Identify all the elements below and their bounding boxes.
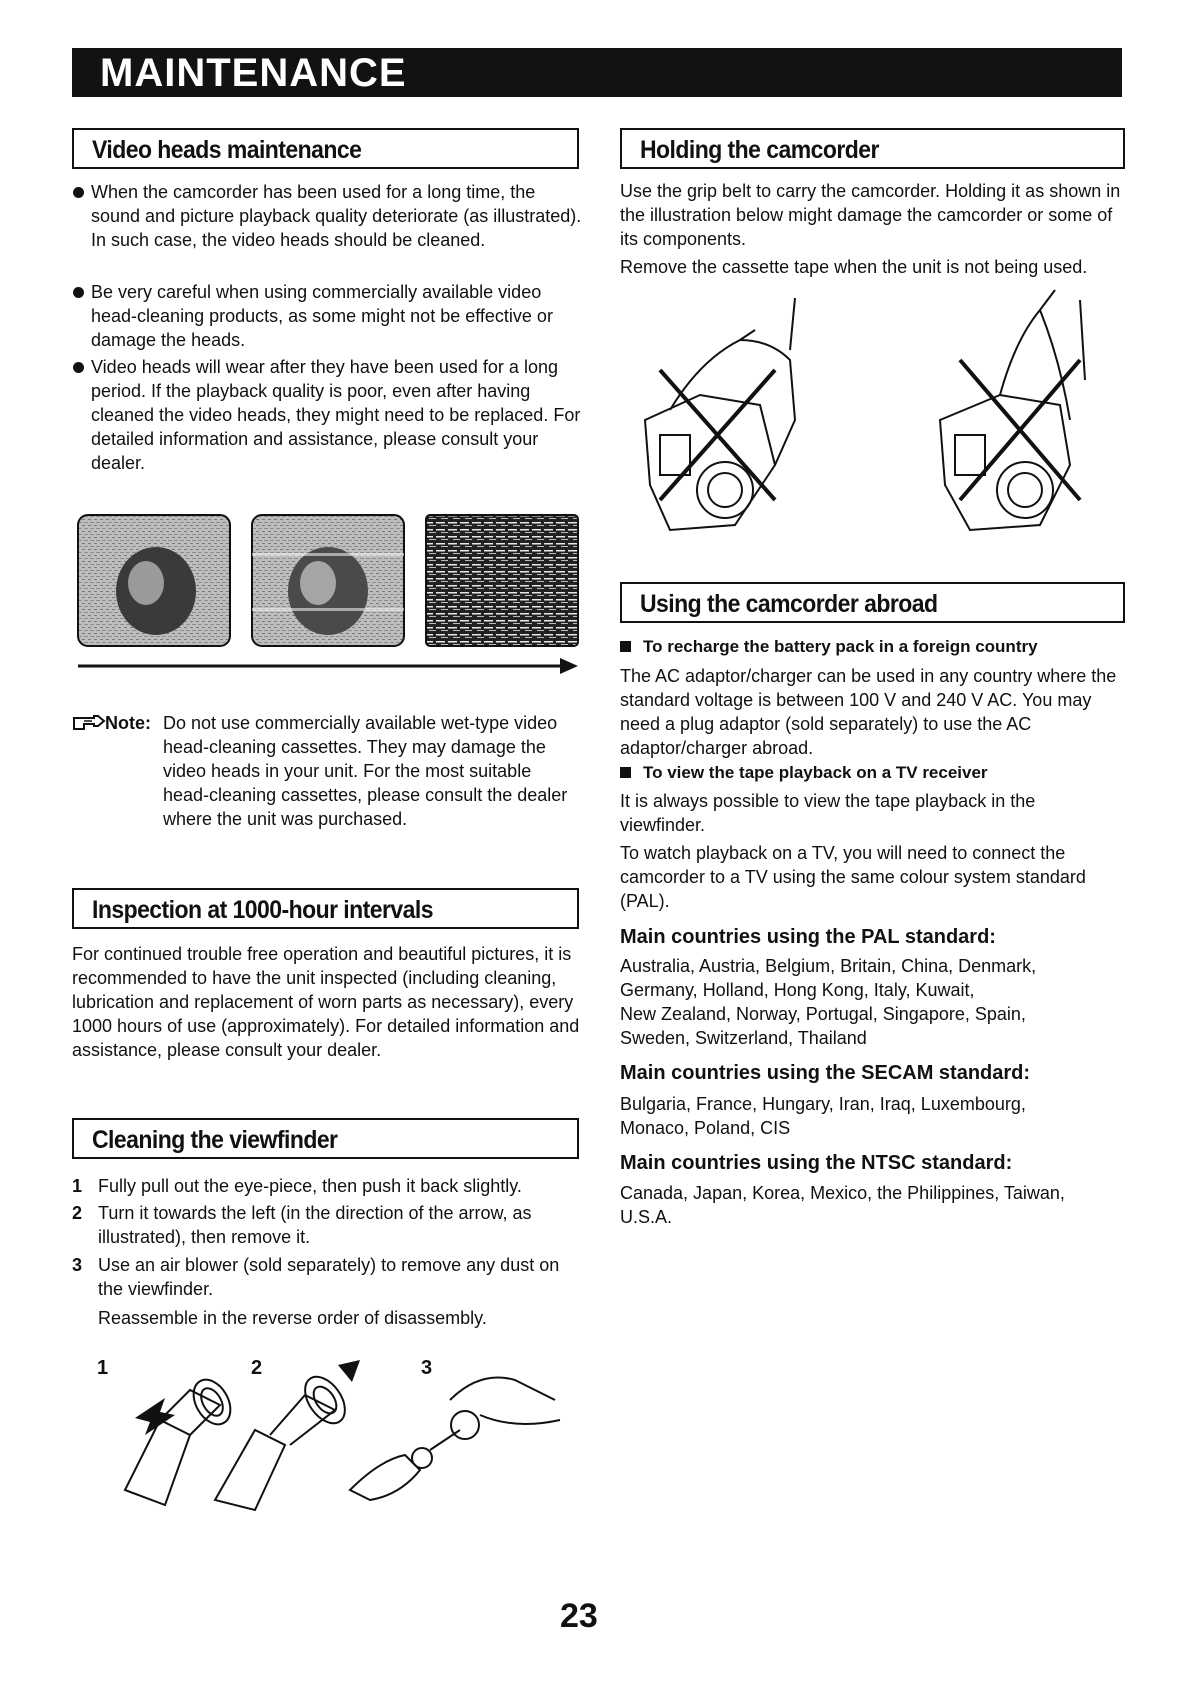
bullet-dot (73, 187, 84, 198)
bullet-dot (73, 287, 84, 298)
secam-countries (620, 1092, 1125, 1140)
pal-line: Sweden, Switzerland, Thailand (620, 1028, 867, 1048)
ntsc-countries (620, 1181, 1125, 1229)
tv-playback-para2: To watch playback on a TV, you will need to connect the camcorder to a TV using the same colour system standard (PAL). (620, 843, 1086, 911)
list-item (73, 280, 583, 352)
tv-playback-subheading: To view the tape playback on a TV receiver (620, 762, 988, 784)
degraded-picture-frame (252, 515, 404, 646)
step-text: Fully pull out the eye-piece, then push it back slightly. (98, 1176, 522, 1196)
pal-line: Germany, Holland, Hong Kong, Italy, Kuwait, (620, 980, 975, 1000)
page-number: 23 (560, 1597, 598, 1635)
bullet-text: When the camcorder has been used for a long time, the sound and picture playback quality deteriorate (as illustrated). In such case, the video heads should be cleaned. (91, 182, 582, 250)
inspection-text: For continued trouble free operation and beautiful pictures, it is recommended to have the unit inspected (including cleaning, lubrication and replacement of worn parts as necessary), every 1000 hours of use (approximately). For detailed information and assistance, please consult your dealer. (72, 944, 580, 1060)
viewfinder-heading-box (72, 1118, 579, 1159)
viewfinder-disassembly-figure (120, 1360, 570, 1510)
bullet-text: Video heads will wear after they have been used for a long period. If the playback quality is poor, even after having cleaned the video heads, they might need to be replaced. For detailed information and assistance, please consult your dealer. (91, 357, 581, 473)
square-bullet-icon (620, 641, 631, 652)
list-item (73, 180, 583, 252)
page-title: MAINTENANCE (100, 51, 407, 95)
step-number: 2 (72, 1203, 83, 1223)
improper-holding-figure (640, 300, 1100, 540)
step-number: 1 (72, 1176, 83, 1196)
video-heads-heading-box (72, 128, 579, 169)
holding-heading: Holding the camcorder (640, 136, 879, 164)
secam-line: Bulgaria, France, Hungary, Iran, Iraq, Luxembourg, (620, 1094, 1026, 1114)
figure-label-3: 3 (421, 1357, 433, 1379)
clear-picture-frame (78, 515, 230, 646)
holding-heading-box (620, 128, 1125, 169)
pointing-hand-icon (72, 714, 106, 732)
figure-label-1: 1 (97, 1357, 109, 1379)
ntsc-heading: Main countries using the NTSC standard: (620, 1152, 1013, 1174)
list-item (72, 1201, 582, 1249)
holding-text (620, 179, 1130, 279)
viewfinder-heading: Cleaning the viewfinder (92, 1126, 338, 1154)
holding-para1: Use the grip belt to carry the camcorder. Holding it as shown in the illustration below might damage the camcorder or some of its components. (620, 181, 1121, 249)
pal-line: New Zealand, Norway, Portugal, Singapore, Spain, (620, 1004, 1026, 1024)
noise-picture-frame (426, 515, 578, 646)
tv-playback-text (620, 789, 1125, 913)
list-item (73, 355, 583, 475)
page-banner (72, 48, 1122, 97)
figure-label-2: 2 (251, 1357, 263, 1379)
pal-heading: Main countries using the PAL standard: (620, 926, 996, 948)
holding-para2: Remove the cassette tape when the unit is not being used. (620, 257, 1088, 277)
video-heads-heading: Video heads maintenance (92, 136, 362, 164)
abroad-heading: Using the camcorder abroad (640, 590, 938, 618)
pal-countries (620, 954, 1125, 1050)
recharge-subheading: To recharge the battery pack in a foreign country (620, 636, 1038, 658)
secam-heading: Main countries using the SECAM standard: (620, 1062, 1031, 1084)
recharge-text: The AC adaptor/charger can be used in any country where the standard voltage is between 100 V and 240 V AC. You may need a plug adaptor (sold separately) to use the AC adaptor/charger abroad. (620, 666, 1117, 758)
abroad-heading-box (620, 582, 1125, 623)
list-item (72, 1253, 582, 1301)
turn-arrow-icon (338, 1360, 360, 1382)
step-number: 3 (72, 1255, 83, 1275)
ntsc-line: Canada, Japan, Korea, Mexico, the Philippines, Taiwan, (620, 1183, 1065, 1203)
square-bullet-icon (620, 767, 631, 778)
ntsc-line: U.S.A. (620, 1207, 673, 1227)
list-item (72, 1174, 582, 1198)
bullet-text: Be very careful when using commercially available video head-cleaning products, as some might not be effective or damage the heads. (91, 282, 553, 350)
playback-quality-figure (76, 513, 580, 673)
cross-mark-icon (960, 360, 1080, 500)
inspection-heading-box (72, 888, 579, 929)
step-text: Turn it towards the left (in the direction of the arrow, as illustrated), then remove it. (98, 1203, 532, 1247)
note-label: Note: (105, 713, 151, 733)
reassemble-text: Reassemble in the reverse order of disassembly. (98, 1308, 487, 1328)
note-text: Do not use commercially available wet-type video head-cleaning cassettes. They may damage the video heads in your unit. For the most suitable head-cleaning cassettes, please consult the dealer where the unit was purchased. (163, 713, 568, 829)
bullet-dot (73, 362, 84, 373)
step-text: Use an air blower (sold separately) to remove any dust on the viewfinder. (98, 1255, 560, 1299)
pal-line: Australia, Austria, Belgium, Britain, China, Denmark, (620, 956, 1037, 976)
inspection-heading: Inspection at 1000-hour intervals (92, 896, 433, 924)
secam-line: Monaco, Poland, CIS (620, 1118, 791, 1138)
arrow-head-icon (560, 658, 578, 674)
tv-playback-para1: It is always possible to view the tape playback in the viewfinder. (620, 791, 1036, 835)
